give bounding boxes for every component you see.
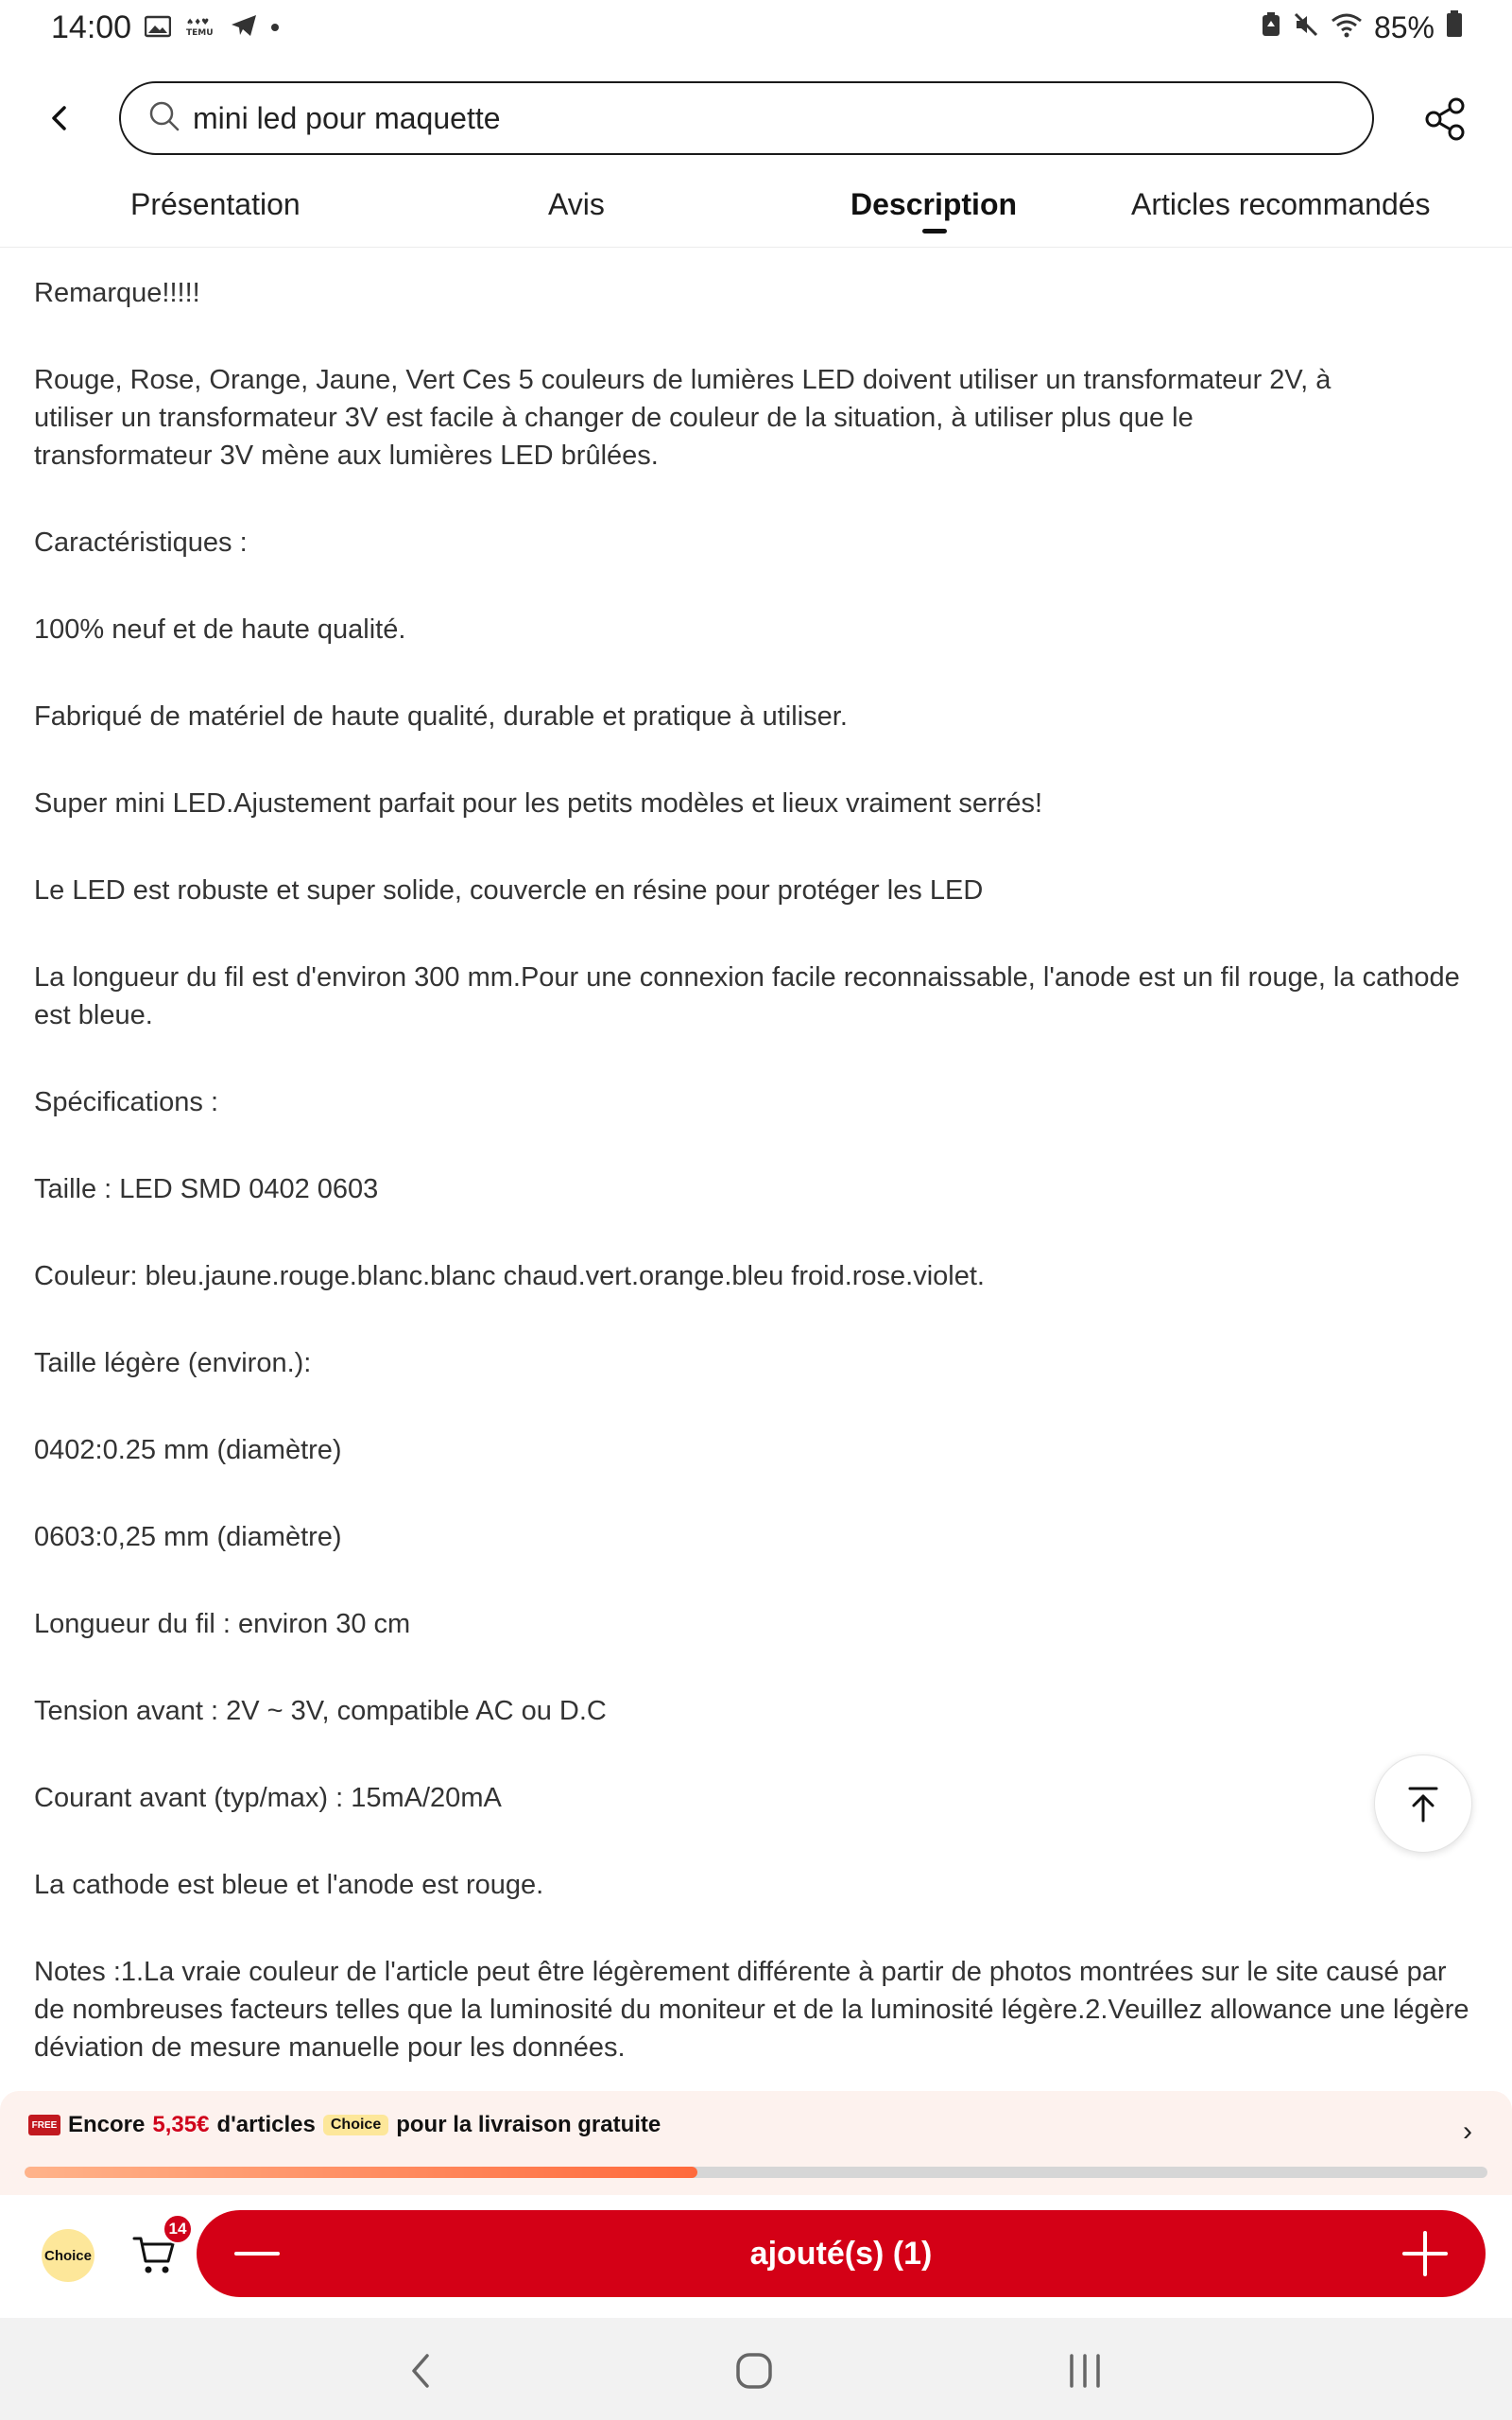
back-arrow-icon[interactable] xyxy=(38,96,81,140)
tab-active-indicator xyxy=(922,229,947,233)
free-shipping-progress xyxy=(25,2167,1487,2178)
desc-paragraph: Taille légère (environ.): xyxy=(34,1348,312,1378)
share-icon[interactable] xyxy=(1421,95,1470,144)
search-header xyxy=(0,78,1512,159)
product-tabs xyxy=(0,172,1512,248)
desc-paragraph: Rouge, Rose, Orange, Jaune, Vert Ces 5 couleurs de lumières LED doivent utiliser un transformateur 2V, à utiliser un transformateur 3V est facile à changer de couleur de la situation, à utiliser plus que le transformateur 3V mène aux lumières LED brûlées. xyxy=(34,365,1332,471)
cart-count-badge: 14 xyxy=(163,2214,193,2244)
minus-icon xyxy=(234,2231,280,2276)
battery-icon xyxy=(1446,9,1463,45)
desc-paragraph: Super mini LED.Ajustement parfait pour les petits modèles et lieux vraiment serrés! xyxy=(34,788,1043,819)
desc-paragraph: Fabriqué de matériel de haute qualité, durable et pratique à utiliser. xyxy=(34,701,848,732)
search-input[interactable] xyxy=(119,81,1374,155)
desc-paragraph: Taille : LED SMD 0402 0603 xyxy=(34,1174,379,1204)
desc-paragraph: 0603:0,25 mm (diamètre) xyxy=(34,1522,342,1552)
desc-paragraph: Remarque!!!!! xyxy=(34,278,200,308)
increase-quantity-button[interactable] xyxy=(1402,2231,1448,2276)
battery-saver-icon xyxy=(1261,10,1281,45)
telegram-icon xyxy=(230,9,258,46)
tab-description[interactable]: Description xyxy=(850,187,1018,221)
ship-suffix: pour la livraison gratuite xyxy=(396,2112,662,2137)
decrease-quantity-button[interactable] xyxy=(234,2231,280,2276)
dot-icon xyxy=(271,24,279,31)
choice-button[interactable]: Choice xyxy=(42,2229,94,2282)
free-shipping-text xyxy=(28,2112,661,2138)
desc-paragraph: Longueur du fil : environ 30 cm xyxy=(34,1609,411,1639)
ship-prefix: Encore xyxy=(68,2112,146,2137)
choice-chip: Choice xyxy=(323,2115,388,2135)
plus-icon xyxy=(1402,2231,1448,2276)
gallery-icon xyxy=(145,9,171,46)
desc-paragraph: Le LED est robuste et super solide, couvercle en résine pour protéger les LED xyxy=(34,875,984,906)
status-left xyxy=(51,9,279,46)
status-bar xyxy=(0,0,1512,55)
arrow-up-icon xyxy=(1402,1783,1444,1824)
status-right xyxy=(1261,9,1463,45)
ship-amount: 5,35€ xyxy=(152,2112,210,2137)
temu-icon xyxy=(184,9,216,46)
system-nav-bar xyxy=(0,2318,1512,2420)
search-query: mini led pour maquette xyxy=(193,100,501,135)
wifi-icon xyxy=(1331,10,1363,45)
desc-paragraph: 100% neuf et de haute qualité. xyxy=(34,614,406,645)
tab-articles-recommandes[interactable]: Articles recommandés xyxy=(1131,187,1431,221)
free-delivery-icon: FREE xyxy=(28,2115,60,2135)
desc-paragraph: Spécifications : xyxy=(34,1087,219,1117)
desc-paragraph: La cathode est bleue et l'anode est rouge. xyxy=(34,1870,544,1900)
desc-paragraph: 0402:0.25 mm (diamètre) xyxy=(34,1435,342,1465)
svg-text:TEMU: TEMU xyxy=(186,27,214,38)
nav-recents-icon[interactable] xyxy=(1062,2348,1108,2394)
action-bar xyxy=(0,2195,1512,2318)
svg-text:♠♦♥: ♠♦♥ xyxy=(186,17,210,27)
free-shipping-banner[interactable] xyxy=(0,2091,1512,2195)
back-to-top-button[interactable] xyxy=(1374,1754,1472,1853)
quantity-stepper xyxy=(197,2210,1486,2297)
desc-paragraph: Tension avant : 2V ~ 3V, compatible AC ou D.C xyxy=(34,1696,607,1726)
mute-icon xyxy=(1293,10,1319,45)
chevron-right-icon: › xyxy=(1463,2116,1472,2147)
free-shipping-progress-fill xyxy=(25,2167,697,2178)
search-icon xyxy=(147,99,181,138)
desc-paragraph: Courant avant (typ/max) : 15mA/20mA xyxy=(34,1783,502,1813)
description-content xyxy=(34,274,1480,2116)
desc-paragraph: Notes :1.La vraie couleur de l'article peut être légèrement différente à partir de photos montrées sur le site causé par de nombreuses facteurs telles que la luminosité du moniteur et de la luminosité légère.2.Veuillez allowance une légère déviation de mesure manuelle pour les données. xyxy=(34,1957,1469,2063)
desc-paragraph: La longueur du fil est d'environ 300 mm.Pour une connexion facile reconnaissable, l'anode est un fil rouge, la cathode est bleue. xyxy=(34,962,1460,1030)
tab-presentation[interactable]: Présentation xyxy=(130,187,301,221)
ship-middle: d'articles xyxy=(216,2112,316,2137)
nav-back-icon[interactable] xyxy=(399,2348,444,2394)
tab-avis[interactable]: Avis xyxy=(548,187,605,221)
added-quantity-label: ajouté(s) (1) xyxy=(749,2235,933,2272)
desc-paragraph: Caractéristiques : xyxy=(34,527,248,558)
battery-percent: 85% xyxy=(1373,9,1435,44)
desc-paragraph: Couleur: bleu.jaune.rouge.blanc.blanc chaud.vert.orange.bleu froid.rose.violet. xyxy=(34,1261,985,1291)
status-time: 14:00 xyxy=(51,9,132,45)
nav-home-icon[interactable] xyxy=(731,2348,777,2394)
